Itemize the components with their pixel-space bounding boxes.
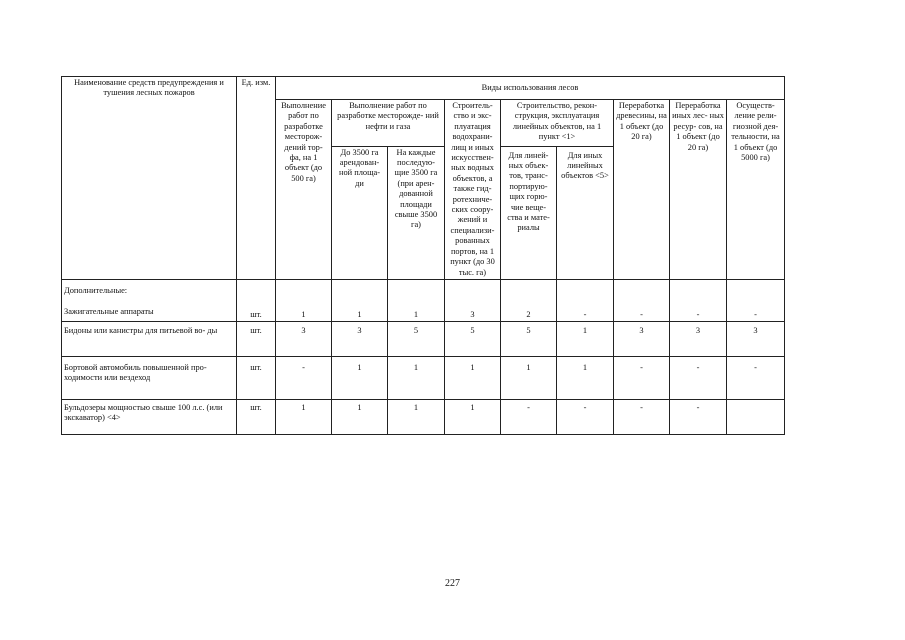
header-oil-gas-each-next-3500: На каждые последую- щие 3500 га (при арен- дованной площади свыше 3500 га) (388, 146, 445, 279)
cell: 1 (388, 399, 445, 434)
cell: - (727, 356, 785, 399)
cell: 1 (445, 356, 501, 399)
row-label: Бульдозеры мощностью свыше 100 л.с. (или экскаватор) <4> (62, 399, 237, 434)
header-wood-processing: Переработка древесины, на 1 объект (до 20 га) (614, 100, 670, 280)
cell: - (670, 356, 727, 399)
cell: - (276, 356, 332, 399)
table-row (62, 356, 785, 399)
header-linear-objects: Строительство, рекон- струкция, эксплуатация линейных объектов, на 1 пункт <1> (501, 100, 614, 147)
cell: 5 (388, 321, 445, 356)
cell: 1 (332, 356, 388, 399)
row-label: Зажигательные аппараты (64, 307, 154, 317)
cell: - (501, 399, 557, 434)
header-reservoirs: Строитель- ство и экс- плуатация водохрани- лищ и иных искусствен- ных водных объектов, а также гид- ротехниче- ских соору- жений и специализи- рованных портов, на 1 пункт (до 30 тыс. га) (445, 100, 501, 280)
row-name (62, 279, 237, 321)
cell: 1 (388, 279, 445, 321)
cell: 1 (276, 279, 332, 321)
row-unit: шт. (237, 399, 276, 434)
cell: 3 (727, 321, 785, 356)
cell: 3 (332, 321, 388, 356)
cell: 3 (614, 321, 670, 356)
cell: - (557, 279, 614, 321)
cell: 5 (445, 321, 501, 356)
table-row (62, 321, 785, 356)
row-label: Бидоны или канистры для питьевой во- ды (62, 321, 237, 356)
table-row (62, 279, 785, 321)
header-religious-activity: Осуществ- ление рели- гиозной дея- тельности, на 1 объект (до 5000 га) (727, 100, 785, 280)
cell: 1 (332, 399, 388, 434)
cell: 1 (276, 399, 332, 434)
row-label: Бортовой автомобиль повышенной про- ходимости или вездеход (62, 356, 237, 399)
cell: - (670, 399, 727, 434)
row-unit: шт. (237, 356, 276, 399)
cell (727, 399, 785, 434)
page-number: 227 (445, 578, 460, 589)
cell: 3 (276, 321, 332, 356)
cell: 2 (501, 279, 557, 321)
header-other-resources: Переработка иных лес- ных ресур- сов, на 1 объект (до 20 га) (670, 100, 727, 280)
cell: 5 (501, 321, 557, 356)
forest-fire-equipment-table (61, 76, 785, 435)
cell: 1 (557, 356, 614, 399)
section-label: Дополнительные: (64, 285, 128, 295)
cell: - (557, 399, 614, 434)
cell: 1 (445, 399, 501, 434)
cell: 1 (557, 321, 614, 356)
header-linear-fuel: Для линей- ных объек- тов, транс- портирую- щих горю- чие веще- ства и мате- риалы (501, 146, 557, 279)
cell: - (614, 279, 670, 321)
cell: - (614, 399, 670, 434)
cell: 1 (501, 356, 557, 399)
cell: 3 (445, 279, 501, 321)
cell: 3 (670, 321, 727, 356)
header-forest-use-types: Виды использования лесов (276, 77, 785, 100)
cell: 1 (332, 279, 388, 321)
header-linear-other: Для иных линейных объектов <5> (557, 146, 614, 279)
header-oil-gas-up-to-3500: До 3500 га арендован- ной площа- ди (332, 146, 388, 279)
row-unit: шт. (237, 279, 276, 321)
header-equipment-name: Наименование средств предупреждения и тушения лесных пожаров (62, 77, 237, 280)
cell: 1 (388, 356, 445, 399)
row-unit: шт. (237, 321, 276, 356)
header-unit: Ед. изм. (237, 77, 276, 280)
cell: - (614, 356, 670, 399)
table-row (62, 399, 785, 434)
cell: - (670, 279, 727, 321)
header-oil-gas-deposits: Выполнение работ по разработке месторожде- ний нефти и газа (332, 100, 445, 147)
header-peat-deposits: Выполнение работ по разработке месторож- дений тор- фа, на 1 объект (до 500 га) (276, 100, 332, 280)
cell: - (727, 279, 785, 321)
